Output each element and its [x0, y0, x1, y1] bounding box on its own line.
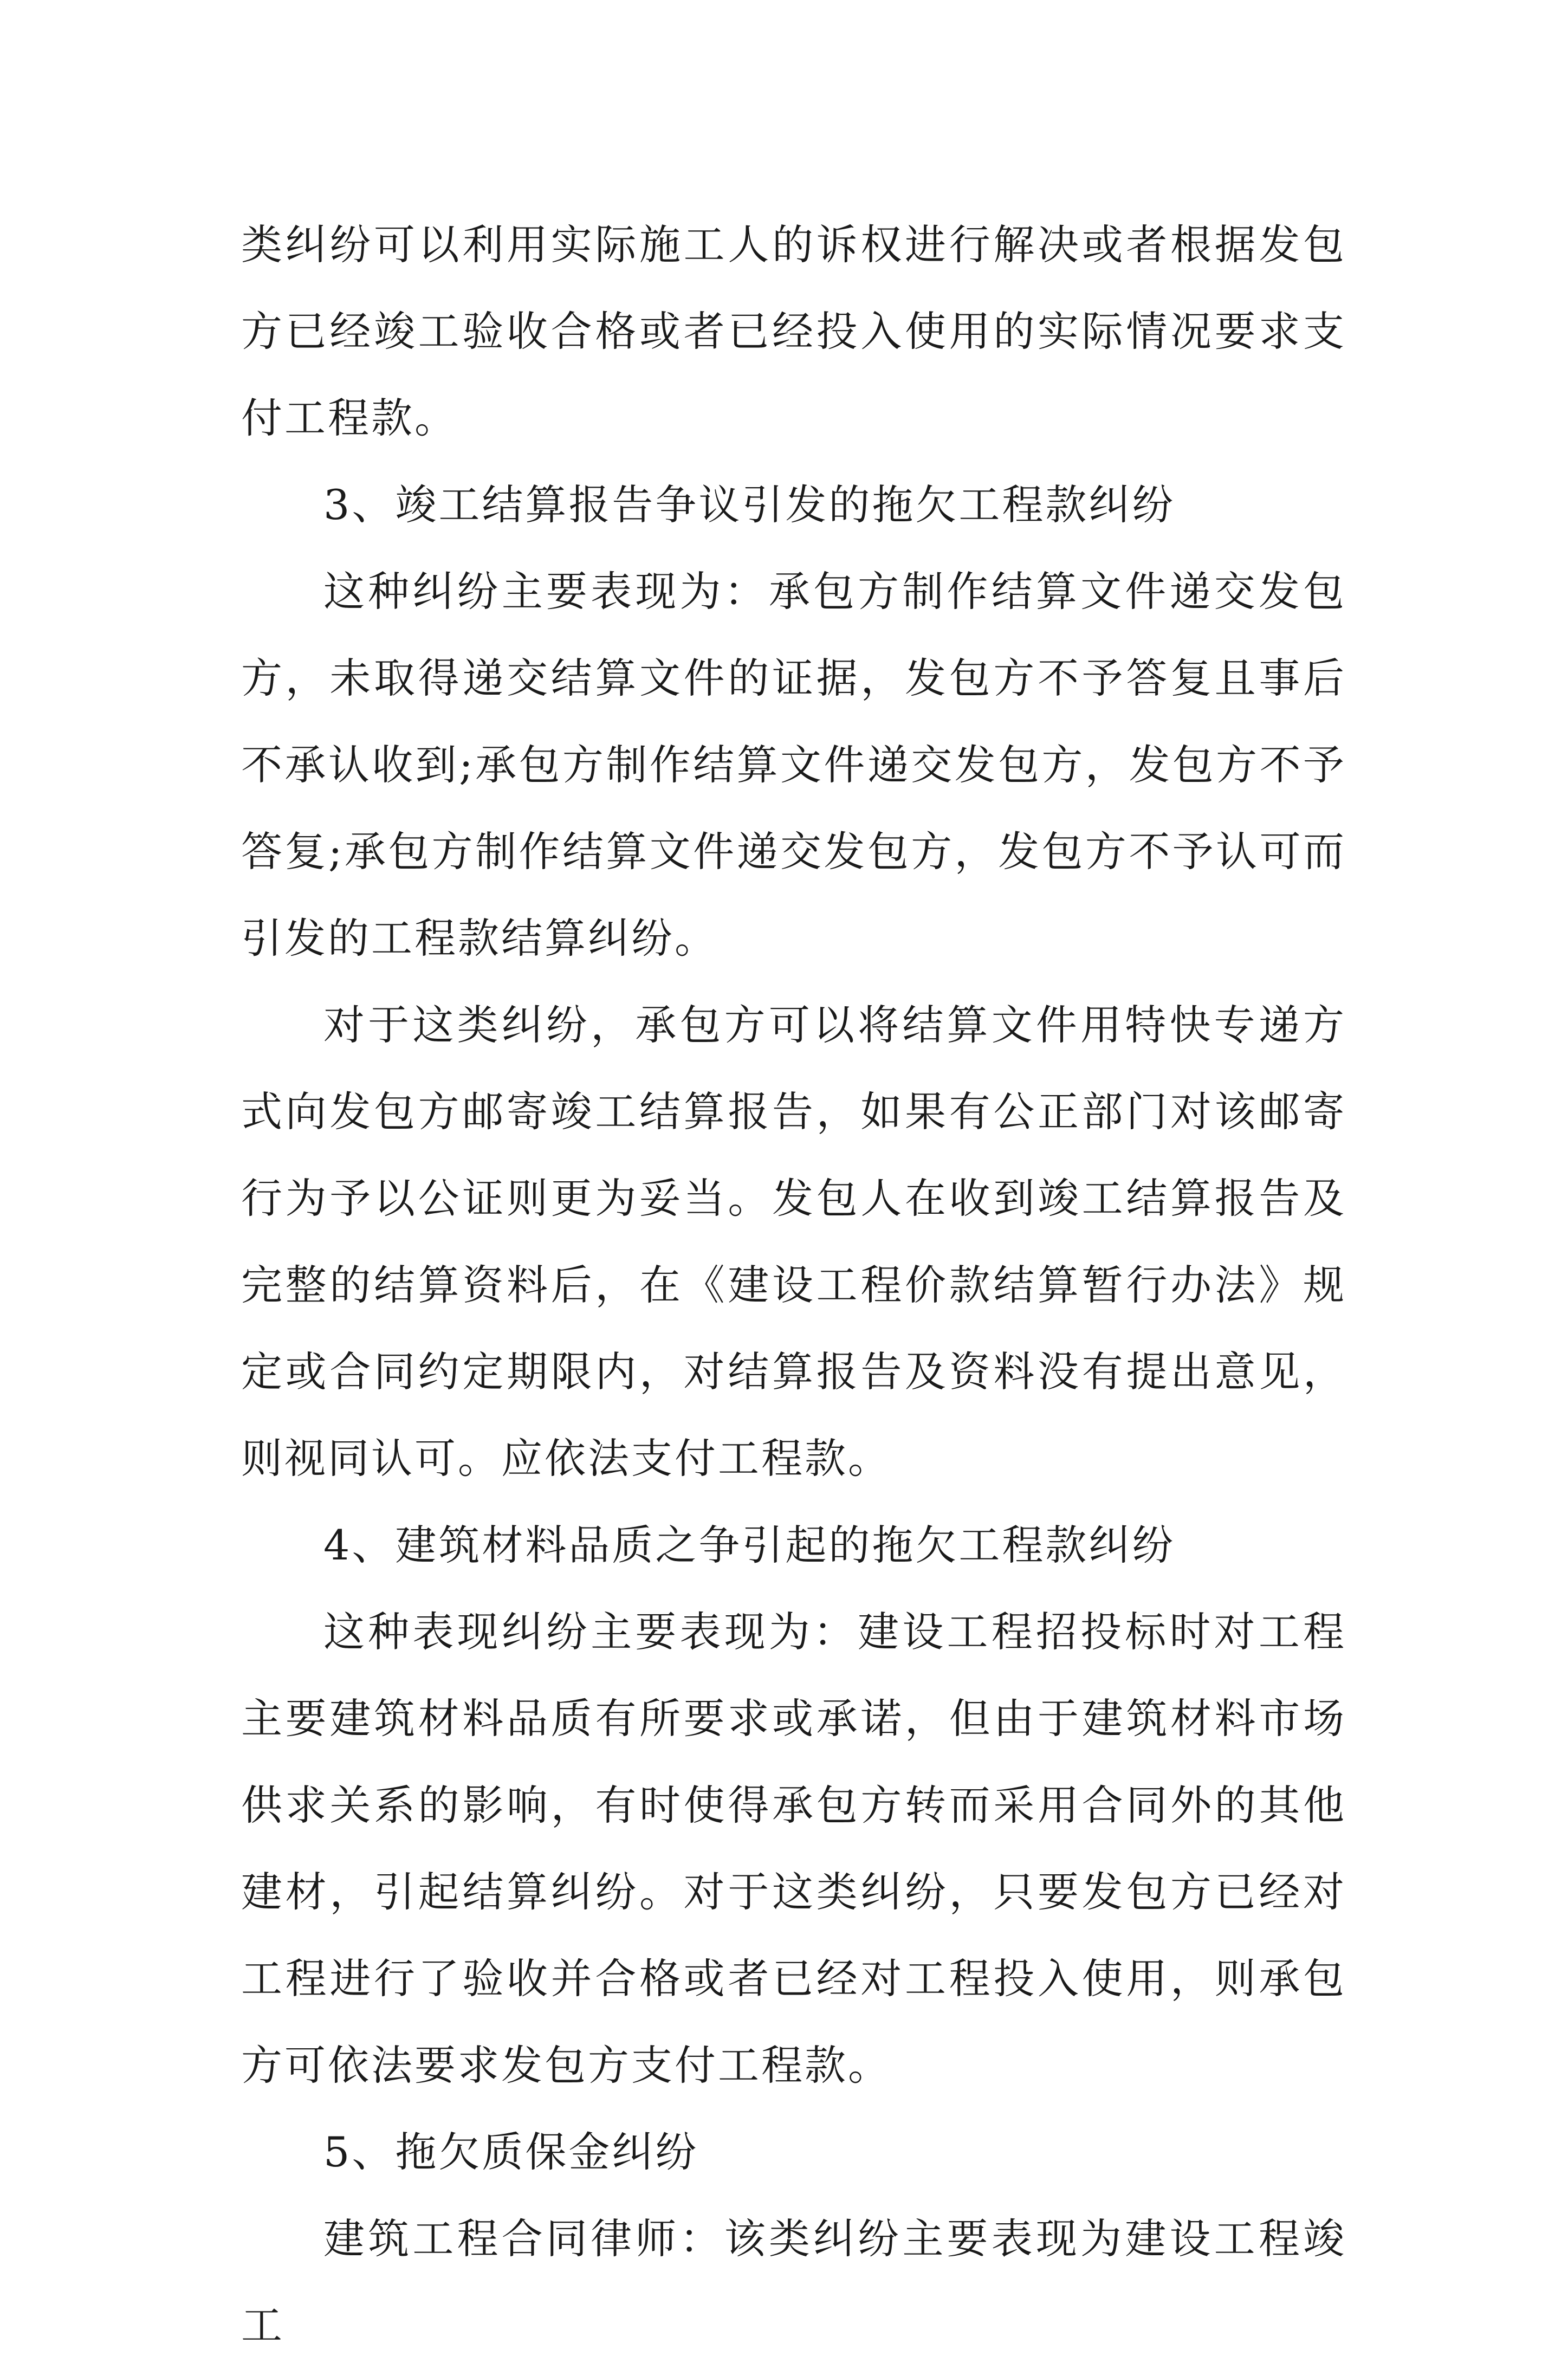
document-body [241, 202, 1346, 2369]
paragraph-warranty-dispute: 建筑工程合同律师：该类纠纷主要表现为建设工程竣工 [241, 2215, 1346, 2349]
paragraph-material-dispute: 这种表现纠纷主要表现为：建设工程招投标时对工程主要建筑材料品质有所要求或承诺，但由于建筑材料市场供求关系的影响，有时使得承包方转而采用合同外的其他建材，引起结算纠纷。对于这类纠纷，只要发包方已经对工程进行了验收并合格或者已经对工程投入使用，则承包方可依法要求发包方支付工程款。 [241, 1608, 1346, 2089]
section-heading-5: 5、拖欠质保金纠纷 [323, 2128, 699, 2176]
paragraph-settlement-dispute: 这种纠纷主要表现为：承包方制作结算文件递交发包方，未取得递交结算文件的证据，发包方不予答复且事后不承认收到;承包方制作结算文件递交发包方，发包方不予答复;承包方制作结算文件递交发包方，发包方不予认可而引发的工程款结算纠纷。 [241, 567, 1346, 962]
section-heading-3: 3、竣工结算报告争议引发的拖欠工程款纠纷 [323, 481, 1176, 529]
paragraph-settlement-remedy: 对于这类纠纷，承包方可以将结算文件用特快专递方式向发包方邮寄竣工结算报告，如果有公正部门对该邮寄行为予以公证则更为妥当。发包人在收到竣工结算报告及完整的结算资料后，在《建设工程价款结算暂行办法》规定或合同约定期限内，对结算报告及资料没有提出意见，则视同认可。应依法支付工程款。 [241, 1001, 1346, 1483]
section-heading-4: 4、建筑材料品质之争引起的拖欠工程款纠纷 [323, 1521, 1176, 1569]
paragraph-continuation: 类纠纷可以利用实际施工人的诉权进行解决或者根据发包方已经竣工验收合格或者已经投入使用的实际情况要求支付工程款。 [241, 221, 1346, 442]
